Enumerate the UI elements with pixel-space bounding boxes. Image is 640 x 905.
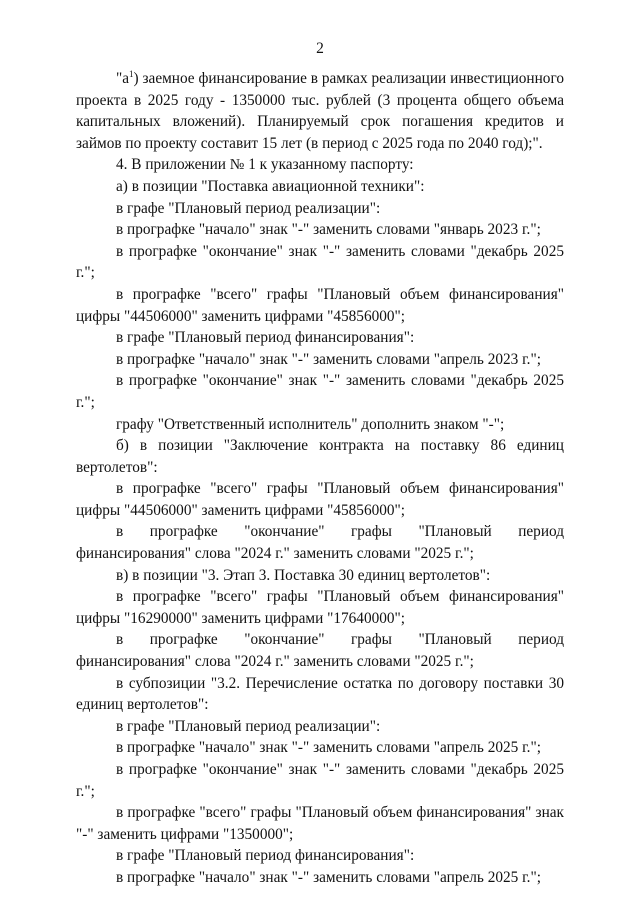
paragraph-subitem-a1: [76, 68, 564, 154]
paragraph: в прографке "начало" знак "-" заменить словами "январь 2023 г.";: [116, 221, 541, 239]
paragraph: графу "Ответственный исполнитель" дополнить знаком "-";: [116, 415, 505, 433]
page-number: 2: [316, 40, 324, 57]
paragraph: в прографке "начало" знак "-" заменить словами "апрель 2025 г.";: [116, 739, 541, 757]
paragraph-text-post: ) заемное финансирование в рамках реализации инвестиционного проекта в 2025 году - 1350000 тыс. рублей (3 процента общего объема капитальных вложений). Планируемый срок погашения кредитов и займов по проекту составит 15 лет (в период с 2025 года по 2040 год);".: [76, 70, 564, 152]
paragraph: в прографке "окончание" знак "-" заменить словами "декабрь 2025 г.";: [76, 372, 564, 411]
paragraph-subitem-v: в) в позиции "3. Этап 3. Поставка 30 единиц вертолетов":: [116, 566, 491, 584]
paragraph: в прографке "начало" знак "-" заменить словами "апрель 2023 г.";: [116, 350, 541, 368]
paragraph: в прографке "окончание" графы "Плановый период финансирования" слова "2024 г." заменить словами "2025 г.";: [76, 631, 564, 671]
paragraph: в прографке "окончание" знак "-" заменить словами "декабрь 2025 г.";: [76, 242, 564, 282]
paragraph: в графе "Плановый период реализации":: [116, 199, 381, 217]
paragraph: в прографке "всего" графы "Плановый объем финансирования" цифры "44506000" заменить цифрами "45856000";: [76, 285, 564, 325]
paragraph: в графе "Плановый период реализации":: [116, 717, 381, 735]
paragraph: в прографке "окончание" знак "-" заменить словами "декабрь 2025 г.";: [76, 761, 564, 800]
paragraph: в прографке "начало" знак "-" заменить словами "апрель 2025 г.";: [116, 868, 541, 886]
paragraph: в графе "Плановый период финансирования":: [116, 847, 415, 865]
paragraph-text-pre: "а: [116, 70, 130, 87]
paragraph-item-4: 4. В приложении № 1 к указанному паспорту:: [116, 156, 414, 174]
paragraph-subitem-b: б) в позиции "Заключение контракта на поставку 86 единиц вертолетов":: [76, 437, 564, 476]
paragraph: в субпозиции "3.2. Перечисление остатка по договору поставки 30 единиц вертолетов":: [76, 674, 564, 714]
paragraph: в прографке "всего" графы "Плановый объем финансирования" цифры "16290000" заменить цифрами "17640000";: [76, 588, 564, 627]
paragraph: в графе "Плановый период финансирования":: [116, 329, 415, 347]
document-body: [76, 68, 564, 889]
paragraph-subitem-a: а) в позиции "Поставка авиационной техники":: [116, 177, 425, 195]
superscript: 1: [129, 68, 134, 79]
paragraph: в прографке "всего" графы "Плановый объем финансирования" цифры "44506000" заменить цифрами "45856000";: [76, 480, 564, 519]
paragraph: в прографке "всего" графы "Плановый объем финансирования" знак "-" заменить цифрами "1350000";: [76, 804, 564, 843]
paragraph: в прографке "окончание" графы "Плановый период финансирования" слова "2024 г." заменить словами "2025 г.";: [76, 523, 564, 563]
